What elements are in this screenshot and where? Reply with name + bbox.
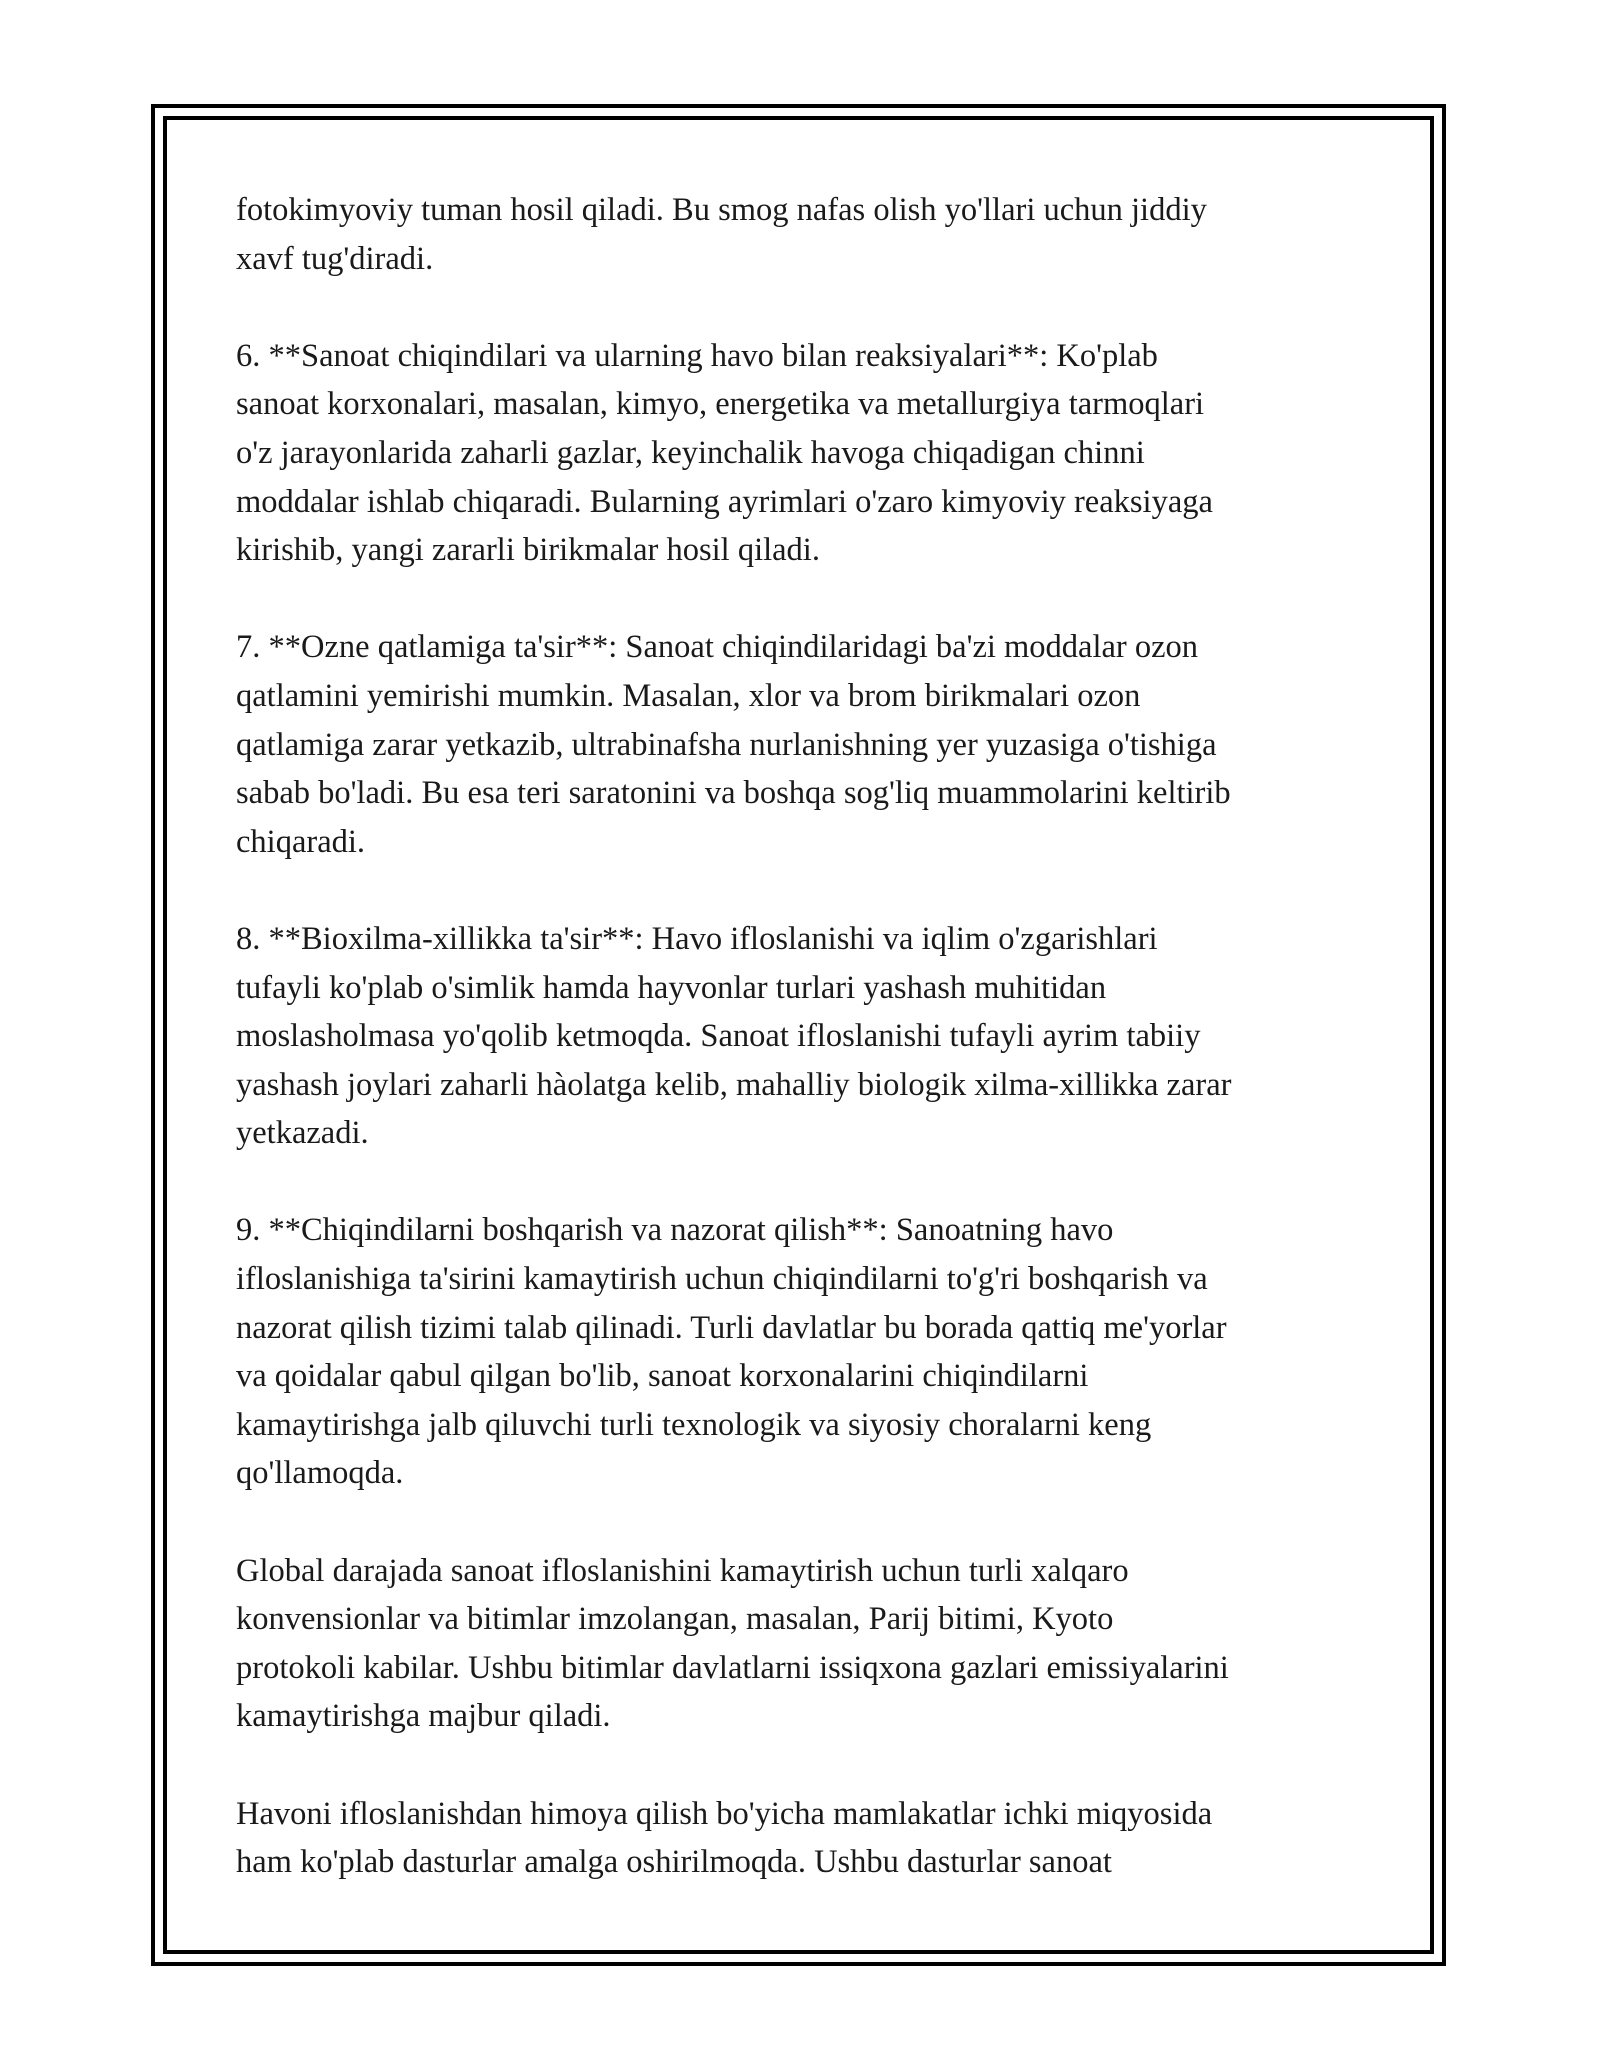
text-line: chiqaradi. — [236, 823, 366, 860]
text-line: yashash joylari zaharli hàolatga kelib, mahalliy biologik xilma-xillikka zarar — [236, 1066, 1232, 1103]
text-line: qatlamini yemirishi mumkin. Masalan, xlor va brom birikmalari ozon — [236, 677, 1141, 714]
paragraph-global-agreements — [236, 1547, 1366, 1741]
text-line: 6. **Sanoat chiqindilari va ularning havo bilan reaksiyalari**: Ko'plab — [236, 337, 1158, 374]
text-line: 7. **Ozne qatlamiga ta'sir**: Sanoat chiqindilaridagi ba'zi moddalar ozon — [236, 629, 1199, 666]
text-line: ham ko'plab dasturlar amalga oshirilmoqda. Ushbu dasturlar sanoat — [236, 1844, 1112, 1881]
text-line: o'z jarayonlarida zaharli gazlar, keyinchalik havoga chiqadigan chinni — [236, 434, 1145, 471]
text-line: tufayli ko'plab o'simlik hamda hayvonlar turlari yashash muhitidan — [236, 969, 1107, 1006]
text-line: qo'llamoqda. — [236, 1455, 404, 1492]
text-line: 9. **Chiqindilarni boshqarish va nazorat qilish**: Sanoatning havo — [236, 1212, 1114, 1249]
paragraph-smog-continuation — [236, 186, 1366, 283]
text-line: sanoat korxonalari, masalan, kimyo, energetika va metallurgiya tarmoqlari — [236, 386, 1205, 423]
paragraph-national-programs — [236, 1790, 1366, 1887]
page-body — [236, 186, 1366, 1887]
text-line: qatlamiga zarar yetkazib, ultrabinafsha nurlanishning yer yuzasiga o'tishiga — [236, 726, 1217, 763]
text-line: moslasholmasa yo'qolib ketmoqda. Sanoat ifloslanishi tufayli ayrim tabiiy — [236, 1018, 1201, 1055]
text-line: va qoidalar qabul qilgan bo'lib, sanoat korxonalarini chiqindilarni — [236, 1358, 1089, 1395]
text-line: yetkazadi. — [236, 1115, 369, 1152]
text-line: Havoni ifloslanishdan himoya qilish bo'yicha mamlakatlar ichki miqyosida — [236, 1795, 1213, 1832]
text-line: moddalar ishlab chiqaradi. Bularning ayrimlari o'zaro kimyoviy reaksiyaga — [236, 483, 1213, 520]
text-line: 8. **Bioxilma-xillikka ta'sir**: Havo ifloslanishi va iqlim o'zgarishlari — [236, 920, 1158, 957]
text-line: nazorat qilish tizimi talab qilinadi. Turli davlatlar bu borada qattiq me'yorlar — [236, 1309, 1227, 1346]
paragraph-item-6 — [236, 332, 1366, 575]
text-line: sabab bo'ladi. Bu esa teri saratonini va boshqa sog'liq muammolarini keltirib — [236, 775, 1231, 812]
text-line: xavf tug'diradi. — [236, 240, 434, 277]
text-line: Global darajada sanoat ifloslanishini kamaytirish uchun turli xalqaro — [236, 1552, 1129, 1589]
text-line: kamaytirishga majbur qiladi. — [236, 1698, 611, 1735]
paragraph-item-8 — [236, 915, 1366, 1158]
text-line: kamaytirishga jalb qiluvchi turli texnologik va siyosiy choralarni keng — [236, 1406, 1152, 1443]
text-line: kirishib, yangi zararli birikmalar hosil qiladi. — [236, 532, 820, 569]
text-line: fotokimyoviy tuman hosil qiladi. Bu smog nafas olish yo'llari uchun jiddiy — [236, 192, 1207, 228]
text-line: ifloslanishiga ta'sirini kamaytirish uchun chiqindilarni to'g'ri boshqarish va — [236, 1261, 1208, 1298]
text-line: protokoli kabilar. Ushbu bitimlar davlatlarni issiqxona gazlari emissiyalarini — [236, 1649, 1229, 1686]
text-line: konvensionlar va bitimlar imzolangan, masalan, Parij bitimi, Kyoto — [236, 1601, 1114, 1638]
paragraph-item-7 — [236, 623, 1366, 866]
paragraph-item-9 — [236, 1206, 1366, 1498]
